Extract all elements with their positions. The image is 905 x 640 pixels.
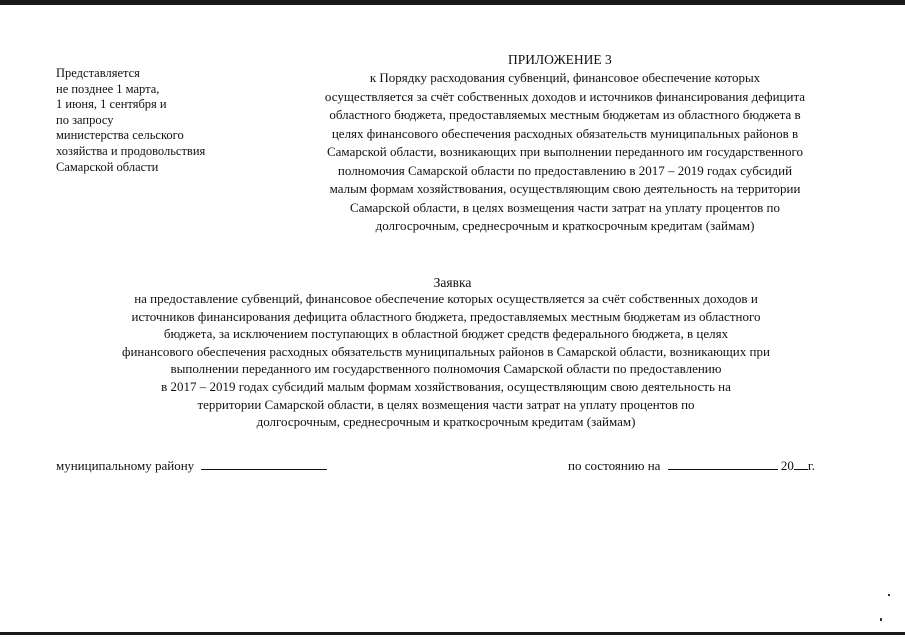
- submission-note-line: 1 июня, 1 сентября и: [56, 97, 167, 112]
- appendix-line: осуществляется за счёт собственных доходов и источников финансирования дефицита: [324, 88, 806, 104]
- request-line: территории Самарской области, в целях возмещения части затрат на уплату процентов по: [197, 396, 695, 412]
- appendix-line: Самарской области, возникающих при выполнении переданного им государственного: [326, 144, 804, 159]
- request-line: долгосрочным, среднесрочным и краткосрочным кредитам (займам): [256, 414, 636, 430]
- year-prefix: 20: [780, 458, 794, 473]
- year-blank-line[interactable]: [794, 458, 808, 470]
- appendix-line: малым формам хозяйствования, осуществляющим свою деятельность на территории: [329, 181, 801, 196]
- submission-note-line: хозяйства и продовольствия: [56, 143, 206, 158]
- appendix-title: ПРИЛОЖЕНИЕ 3: [508, 52, 612, 67]
- appendix-description: [270, 69, 860, 236]
- scan-border-bottom: [0, 632, 905, 635]
- date-label: по состоянию на: [568, 458, 661, 473]
- district-label: муниципальному району: [56, 458, 195, 473]
- date-blank-line[interactable]: [668, 458, 778, 470]
- request-line: выполнении переданного им государственного полномочия Самарской области по предоставлению: [170, 361, 722, 377]
- scan-speck: [888, 594, 890, 596]
- submission-note-line: не позднее 1 марта,: [56, 81, 160, 96]
- appendix-line: долгосрочным, среднесрочным и краткосрочным кредитам (займам): [375, 218, 755, 233]
- appendix-line: областного бюджета, предоставляемых местным бюджетам из областного бюджета в: [329, 107, 801, 122]
- request-line: на предоставление субвенций, финансовое обеспечение которых осуществляется за счёт собственных доходов и: [134, 291, 758, 306]
- appendix-line: целях финансового обеспечения расходных обязательств муниципальных районов в: [331, 125, 799, 141]
- district-blank-line[interactable]: [201, 458, 327, 470]
- request-line: бюджета, за исключением поступающих в областной бюджет средств федерального бюджета, в целях: [163, 326, 729, 342]
- request-line: финансового обеспечения расходных обязательств муниципальных районов в Самарской области, возникающих при: [122, 343, 770, 359]
- district-field: [56, 458, 327, 474]
- appendix-line: к Порядку расходования субвенций, финансовое обеспечение которых: [369, 70, 761, 85]
- submission-note-line: Представляется: [56, 66, 140, 80]
- scan-border-top: [0, 0, 905, 5]
- request-description: [36, 290, 856, 431]
- submission-note: [56, 66, 256, 175]
- scan-speck: [880, 618, 882, 621]
- request-line: источников финансирования дефицита областного бюджета, предоставляемых местным бюджетам из областного: [131, 308, 761, 324]
- year-suffix: г.: [807, 458, 816, 473]
- submission-note-line: по запросу: [56, 112, 114, 127]
- request-line: в 2017 – 2019 годах субсидий малым формам хозяйствования, осуществляющим свою деятельность на: [161, 378, 731, 394]
- appendix-line: Самарской области, в целях возмещения части затрат на уплату процентов по: [349, 199, 781, 215]
- submission-note-line: Самарской области: [56, 159, 159, 174]
- appendix-line: полномочия Самарской области по предоставлению в 2017 – 2019 годах субсидий: [337, 162, 793, 178]
- date-field: [568, 458, 815, 474]
- submission-note-line: министерства сельского: [56, 128, 184, 143]
- request-title: Заявка: [433, 275, 472, 290]
